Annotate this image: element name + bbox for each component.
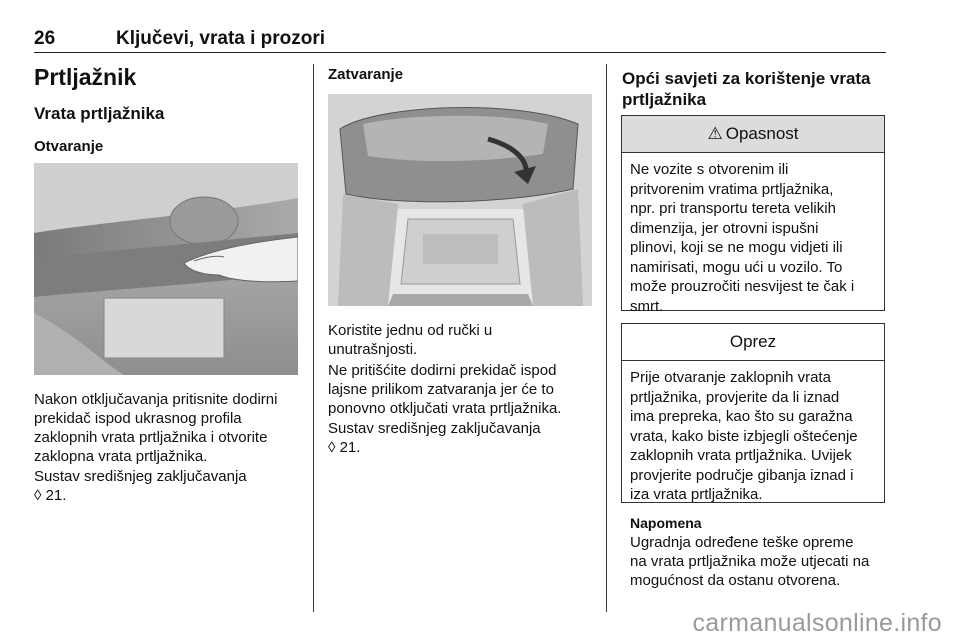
page-header xyxy=(34,26,886,53)
page-reference-link-2[interactable]: ◊ 21. xyxy=(328,439,361,456)
closing-heading: Zatvaranje xyxy=(328,66,404,83)
tailgate-closing-illustration xyxy=(328,94,592,306)
danger-title: Opasnost xyxy=(725,124,799,143)
page-number: 26 xyxy=(34,28,56,49)
opening-paragraph: Nakon otključavanja pritisnite dodirni prekidač ispod ukrasnog profila zaklopnih vrata prtljažnika i otvorite zaklopna vrata prtljažnika. xyxy=(34,391,278,465)
column-divider-2 xyxy=(606,64,607,612)
tailgate-opening-illustration xyxy=(34,163,298,375)
page-reference-link[interactable]: ◊ 21. xyxy=(34,487,67,504)
caution-box xyxy=(621,323,885,503)
handle-instruction: Koristite jednu od ručki u unutrašnjosti. xyxy=(328,322,493,358)
danger-header xyxy=(622,116,884,153)
running-title: Ključevi, vrata i prozori xyxy=(116,28,326,49)
opening-heading: Otvaranje xyxy=(34,138,104,155)
subsection-title: Vrata prtljažnika xyxy=(34,104,165,123)
column-divider-1 xyxy=(313,64,314,612)
warning-triangle-icon: ⚠ xyxy=(707,124,723,143)
watermark-text: carmanualsonline.info xyxy=(692,609,942,637)
section-title: Prtljažnik xyxy=(34,64,137,90)
general-advice-heading: Opći savjeti za korištenje vrata prtljažnika xyxy=(622,69,871,109)
note-title: Napomena xyxy=(630,515,702,531)
caution-header xyxy=(622,324,884,361)
caution-text: Prije otvaranje zaklopnih vrata prtljažnika, provjerite da li iznad ima prepreka, kao što su garažna vrata, kako biste izbjegli oštećenje zaklopnih vrata prtljažnika. Uvijek provjerite područje gibanja iznad i iza vrata prtljažnika. xyxy=(630,369,858,503)
danger-text: Ne vozite s otvorenim ili pritvorenim vratima prtljažnika, npr. pri transportu tereta velikih dimenzija, jer otrovni ispušni plinovi, koji se ne mogu vidjeti ili namirisati, mogu ući u vozilo. To može prouzročiti nesvijest te čak i smrt. xyxy=(630,161,855,315)
touch-switch-warning: Ne pritišćite dodirni prekidač ispod lajsne prilikom zatvaranja jer će to ponovno otključati vrata prtljažnika. xyxy=(328,362,562,417)
danger-box xyxy=(621,115,885,315)
central-locking-reference: Sustav središnjeg zaključavanja ◊ 21. xyxy=(34,467,306,505)
note-block: Napomena Ugradnja određene teške opreme na vrata prtljažnika može utjecati na mogućnost da ostanu otvorena. xyxy=(630,514,892,590)
caution-title: Oprez xyxy=(729,332,777,351)
central-locking-reference-2: Sustav središnjeg zaključavanja ◊ 21. xyxy=(328,419,600,457)
